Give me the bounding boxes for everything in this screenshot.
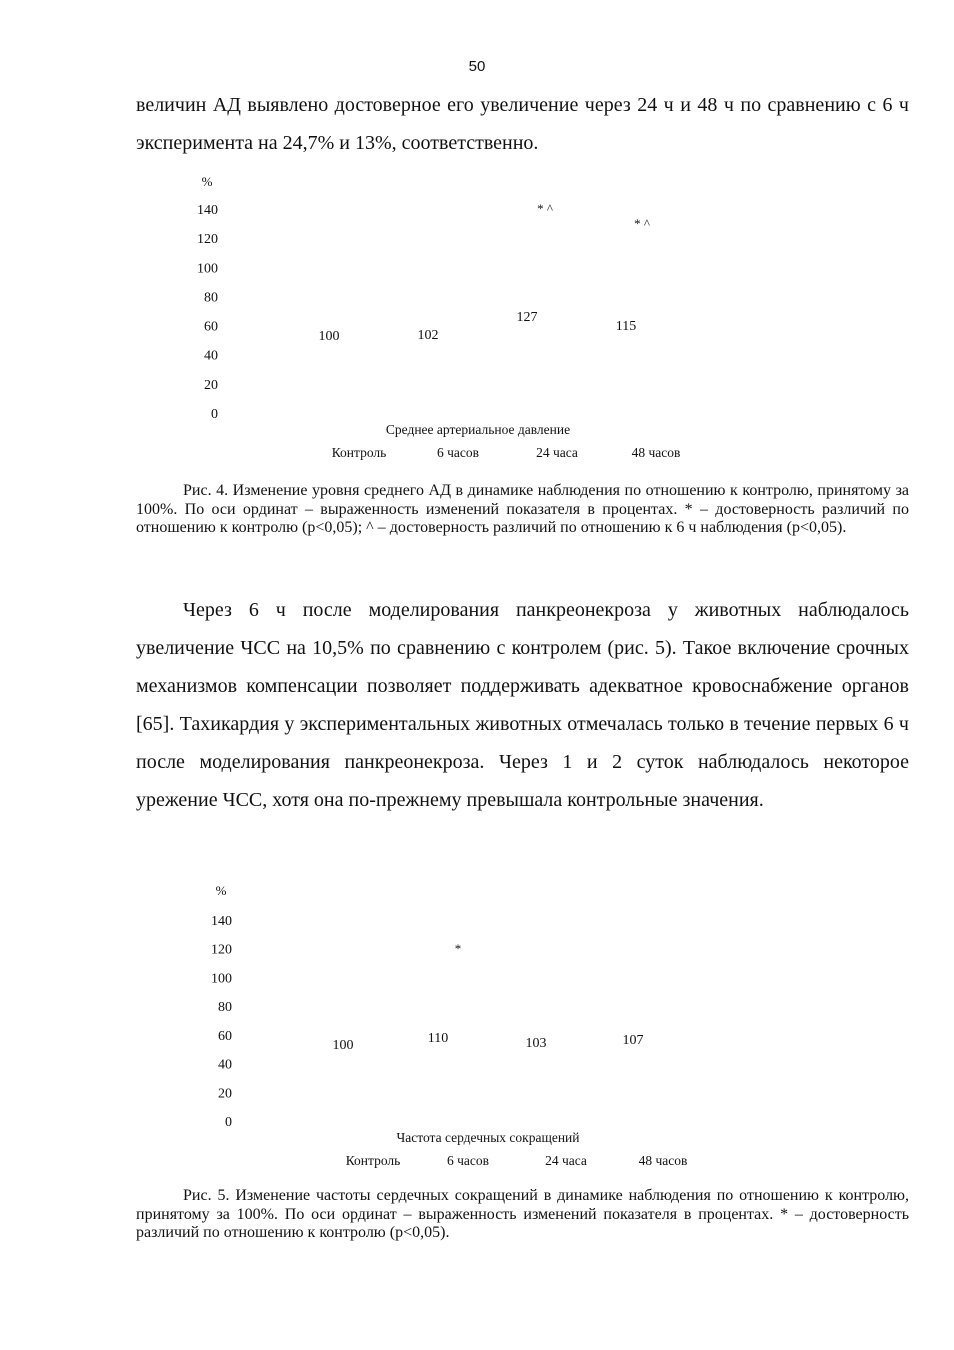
y-tick-label: 60 [204, 319, 218, 335]
legend-label: Среднее артериальное давление [385, 422, 571, 437]
y-tick-label: 140 [211, 914, 232, 929]
data-label: 100 [318, 329, 340, 344]
y-axis-label: % [215, 883, 227, 898]
paragraph-2: Через 6 ч после моделирования панкреонекроза у животных наблюдалось увеличение ЧСС на 10,5% по сравнению с контролем (рис. 5). Такое включение срочных механизмов компенсации позволяет поддерживать адекватное кровоснабжение органов [65]. Тахикардия у экспериментальных животных отмечалась только в течение первых 6 ч после моделирования панкреонекроза. Через 1 и 2 суток наблюдалось некоторое урежение ЧСС, хотя она по-прежнему превышала контрольные значения. [136, 599, 909, 811]
figure-5-caption: Рис. 5. Изменение частоты сердечных сокращений в динамике наблюдения по отношению к контролю, принятому за 100%. По оси ординат – выраженность изменений показателя в процентах. * – достоверность различий по отношению к контролю (p<0,05). [136, 1187, 909, 1241]
page-number: 50 [468, 58, 486, 75]
x-tick-label: 24 часа [536, 445, 578, 460]
y-tick-label: 20 [218, 1086, 232, 1102]
y-axis-label: % [201, 174, 213, 189]
y-tick-label: 140 [197, 203, 218, 218]
x-tick-label: 48 часов [638, 1153, 688, 1168]
x-tick-label: Контроль [345, 1153, 401, 1168]
data-label: 115 [615, 319, 637, 334]
y-tick-label: 0 [211, 407, 218, 422]
data-label: 107 [622, 1033, 644, 1048]
y-tick-label: 100 [197, 261, 218, 277]
data-label: 100 [332, 1038, 354, 1053]
x-tick-label: 6 часов [436, 445, 480, 460]
legend-label: Частота сердечных сокращений [396, 1130, 580, 1145]
data-label: 103 [525, 1036, 547, 1051]
x-tick-label: 24 часа [545, 1153, 587, 1168]
y-tick-label: 120 [211, 942, 232, 958]
x-tick-label: Контроль [331, 445, 387, 460]
significance-mark: * ^ [537, 201, 553, 216]
significance-mark: * ^ [634, 216, 650, 231]
data-label: 102 [417, 328, 439, 343]
y-tick-label: 80 [218, 1000, 232, 1016]
y-tick-label: 20 [204, 377, 218, 393]
significance-mark: * [454, 941, 462, 956]
y-tick-label: 100 [211, 971, 232, 987]
y-tick-label: 40 [204, 348, 218, 364]
y-tick-label: 80 [204, 290, 218, 306]
y-tick-label: 120 [197, 232, 218, 248]
y-tick-label: 60 [218, 1028, 232, 1044]
paragraph-1: величин АД выявлено достоверное его увеличение через 24 ч и 48 ч по сравнению с 6 ч эксперимента на 24,7% и 13%, соответственно. [136, 94, 909, 154]
data-label: 110 [427, 1031, 449, 1046]
y-tick-label: 0 [225, 1115, 232, 1130]
data-label: 127 [516, 310, 538, 325]
figure-4-caption: Рис. 4. Изменение уровня среднего АД в динамике наблюдения по отношению к контролю, принятому за 100%. По оси ординат – выраженность изменений показателя в процентах. * – достоверность различий по отношению к контролю (p<0,05); ^ – достоверность различий по отношению к 6 ч наблюдения (p<0,05). [136, 482, 909, 536]
x-tick-label: 48 часов [631, 445, 681, 460]
x-tick-label: 6 часов [446, 1153, 490, 1168]
y-tick-label: 40 [218, 1057, 232, 1073]
